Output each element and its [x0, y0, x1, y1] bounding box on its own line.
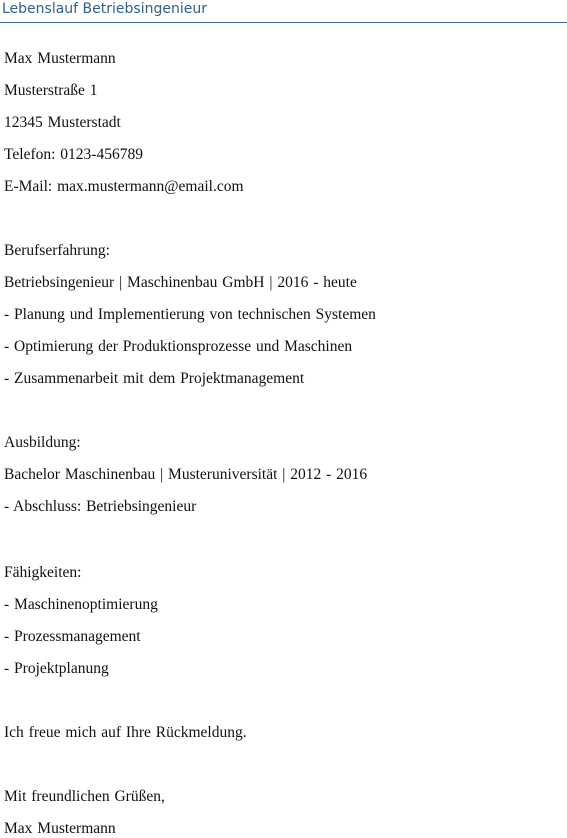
skills-item: - Projektplanung: [4, 660, 109, 677]
experience-item: - Planung und Implementierung von technischen Systemen: [4, 306, 376, 323]
education-item: - Abschluss: Betriebsingenieur: [4, 498, 197, 515]
closing-greeting: Mit freundlichen Grüßen,: [4, 788, 165, 805]
skills-heading: Fähigkeiten:: [4, 564, 82, 581]
skills-item: - Prozessmanagement: [4, 628, 141, 645]
skills-item: - Maschinenoptimierung: [4, 596, 158, 613]
contact-email: E-Mail: max.mustermann@email.com: [4, 178, 244, 195]
page-header: [0, 0, 567, 23]
contact-street: Musterstraße 1: [4, 82, 98, 99]
contact-phone: Telefon: 0123-456789: [4, 146, 143, 163]
contact-name: Max Mustermann: [4, 50, 116, 67]
document-title: Lebenslauf Betriebsingenieur: [2, 1, 207, 17]
closing-statement: Ich freue mich auf Ihre Rückmeldung.: [4, 724, 247, 741]
education-heading: Ausbildung:: [4, 434, 81, 451]
education-degree: Bachelor Maschinenbau | Musteruniversität | 2012 - 2016: [4, 466, 368, 483]
contact-city: 12345 Musterstadt: [4, 114, 121, 131]
signature-name: Max Mustermann: [4, 820, 116, 837]
experience-heading: Berufserfahrung:: [4, 242, 110, 259]
experience-item: - Optimierung der Produktionsprozesse und Maschinen: [4, 338, 353, 355]
experience-position: Betriebsingenieur | Maschinenbau GmbH | 2016 - heute: [4, 274, 357, 291]
experience-item: - Zusammenarbeit mit dem Projektmanagement: [4, 370, 305, 387]
